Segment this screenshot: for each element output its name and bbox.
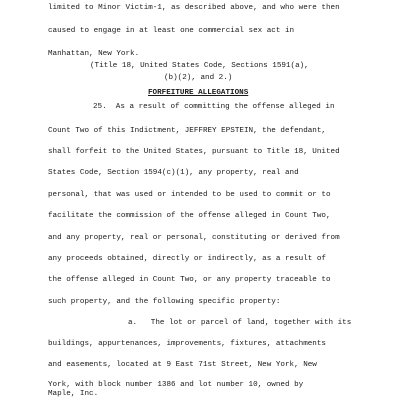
body-text-line: Manhattan, New York. — [48, 50, 140, 58]
item-a-line: buildings, appurtenances, improvements, fixtures, attachments — [48, 340, 326, 348]
item-a-line: a. The lot or parcel of land, together with its — [128, 319, 352, 327]
statute-citation: (Title 18, United States Code, Sections 1591(a), — [90, 62, 309, 70]
paragraph-25-line: and any property, real or personal, constituting or derived from — [48, 234, 340, 242]
item-a-line: Maple, Inc. — [48, 390, 99, 398]
section-heading: FORFEITURE ALLEGATIONS — [148, 89, 249, 97]
body-text-line: caused to engage in at least one commercial sex act in — [48, 27, 295, 35]
paragraph-25-line: facilitate the commission of the offense alleged in Count Two, — [48, 212, 331, 220]
item-a-line: and easements, located at 9 East 71st Street, New York, New — [48, 361, 317, 369]
paragraph-25-line: States Code, Section 1594(c)(1), any property, real and — [48, 169, 299, 177]
statute-citation: (b)(2), and 2.) — [164, 74, 233, 82]
paragraph-25-line: 25. As a result of committing the offense alleged in — [93, 103, 335, 111]
paragraph-25-line: such property, and the following specific property: — [48, 298, 281, 306]
body-text-line: limited to Minor Victim-1, as described above, and who were then — [48, 4, 340, 12]
paragraph-25-line: Count Two of this Indictment, JEFFREY EPSTEIN, the defendant, — [48, 127, 326, 135]
paragraph-25-line: personal, that was used or intended to be used to commit or to — [48, 191, 331, 199]
paragraph-25-line: the offense alleged in Count Two, or any property traceable to — [48, 276, 331, 284]
paragraph-25-line: shall forfeit to the United States, pursuant to Title 18, United — [48, 148, 340, 156]
paragraph-25-line: any proceeds obtained, directly or indirectly, as a result of — [48, 255, 326, 263]
item-a-line: York, with block number 1386 and lot number 10, owned by — [48, 381, 304, 389]
